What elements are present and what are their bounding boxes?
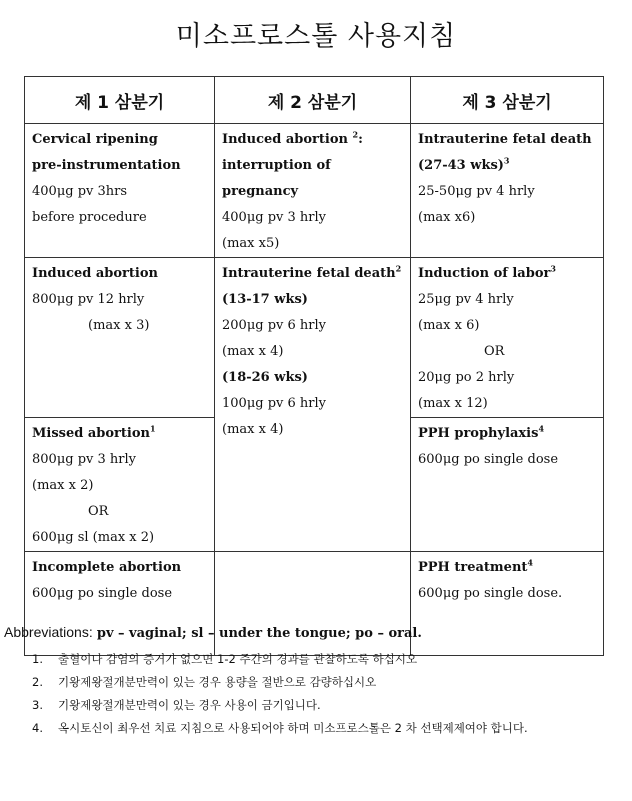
week-range: (13-17 wks)	[222, 292, 308, 307]
cell-heading: Intrauterine fetal death$^2$	[222, 263, 402, 281]
cell-heading: PPH prophylaxis$^4$	[418, 423, 545, 441]
cell-pph-treatment	[411, 552, 604, 656]
dose-text: (max x 6)	[418, 318, 480, 333]
cell-heading: Missed abortion$^1$	[32, 423, 156, 441]
footnote-item: 4. 옥시토신이 최우선 치료 지침으로 사용되어야 하며 미소프로스톨은 2 차 선택제제여야 합니다.	[32, 721, 528, 735]
cell-cervical-ripening	[25, 124, 215, 258]
dose-text: 600μg po single dose	[32, 586, 173, 601]
cell-heading: Induced abortion $^2$:	[222, 129, 363, 147]
cell-heading: Intrauterine fetal death	[418, 132, 592, 147]
cell-heading: pre-instrumentation	[32, 158, 181, 173]
dose-text: (max x 4)	[222, 344, 284, 359]
abbreviations	[4, 624, 422, 641]
cell-heading: Cervical ripening	[32, 132, 158, 147]
or-text: OR	[484, 344, 505, 359]
dose-text: 200μg pv 6 hrly	[222, 318, 327, 333]
abbreviations-text: pv – vaginal; sl – under the tongue; po – oral.	[96, 626, 422, 641]
dose-text: 800μg pv 12 hrly	[32, 292, 145, 307]
dose-text: (max x 12)	[418, 396, 488, 411]
cell-induced-abortion-t2	[215, 124, 411, 258]
header-trimester-1: 제 1 삼분기	[25, 77, 215, 124]
dose-text: before procedure	[32, 210, 147, 225]
dose-text: (max x 4)	[222, 422, 284, 437]
cell-heading: Induced abortion	[32, 266, 158, 281]
cell-heading: interruption of pregnancy	[222, 158, 331, 199]
abbreviations-label: Abbreviations:	[4, 624, 93, 640]
or-text: OR	[88, 504, 109, 519]
header-trimester-3: 제 3 삼분기	[411, 77, 604, 124]
footnote-item: 1. 출혈이나 감염의 증거가 없으면 1-2 주간의 경과를 관찰하도록 하십시오	[32, 652, 418, 666]
cell-pph-prophylaxis	[411, 418, 604, 552]
dose-text: (max x5)	[222, 236, 280, 251]
dose-text: 400μg pv 3hrs	[32, 184, 128, 199]
dose-text: (max x 3)	[88, 318, 150, 333]
dose-text: 25-50μg pv 4 hrly	[418, 184, 535, 199]
dose-text: 400μg pv 3 hrly	[222, 210, 327, 225]
cell-induced-abortion-t1	[25, 258, 215, 418]
cell-heading: PPH treatment$^4$	[418, 557, 533, 575]
cell-induction-of-labor	[411, 258, 604, 418]
header-trimester-2: 제 2 삼분기	[215, 77, 411, 124]
cell-heading: Incomplete abortion	[32, 560, 182, 575]
footnote-item: 3. 기왕제왕절개분만력이 있는 경우 사용이 금기입니다.	[32, 698, 321, 712]
dosage-table	[24, 76, 604, 656]
page-title: 미소프로스톨 사용지침	[175, 21, 457, 52]
dose-text: 600μg sl (max x 2)	[32, 530, 155, 545]
dose-text: 600μg po single dose.	[418, 586, 563, 601]
dose-text: 25μg pv 4 hrly	[418, 292, 514, 307]
dose-text: (max x 2)	[32, 478, 94, 493]
dose-text: 600μg po single dose	[418, 452, 559, 467]
cell-heading: Induction of labor$^3$	[418, 263, 556, 281]
dose-text: (max x6)	[418, 210, 476, 225]
dose-text: 100μg pv 6 hrly	[222, 396, 327, 411]
dose-text: 20μg po 2 hrly	[418, 370, 515, 385]
dose-text: 800μg pv 3 hrly	[32, 452, 137, 467]
week-range: (18-26 wks)	[222, 370, 308, 385]
cell-heading: (27-43 wks)$^3$	[418, 155, 510, 173]
footnotes	[32, 648, 602, 740]
cell-iufd-t2	[215, 258, 411, 552]
cell-missed-abortion	[25, 418, 215, 552]
footnote-item: 2. 기왕제왕절개분만력이 있는 경우 용량을 절반으로 감량하십시오	[32, 675, 377, 689]
cell-iufd-t3	[411, 124, 604, 258]
